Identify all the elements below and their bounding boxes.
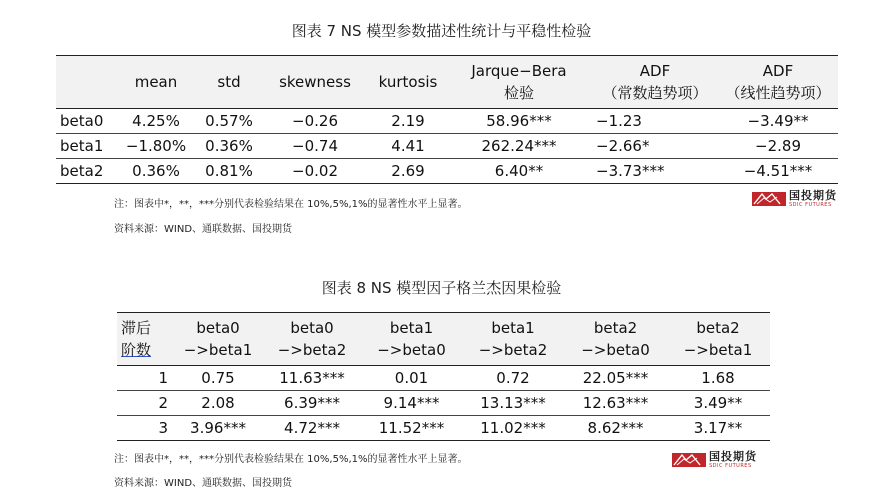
table-row <box>56 109 838 134</box>
table-cell: −0.26 <box>260 109 370 134</box>
table-cell: 3.17** <box>666 416 770 441</box>
table-cell: 9.14*** <box>362 391 461 416</box>
figure-8-caption: 图表 8 NS 模型因子格兰杰因果检验 <box>321 279 562 297</box>
logo-text: 国投期货 <box>789 189 837 202</box>
header-cell: std <box>217 73 241 91</box>
header-cell <box>56 56 114 109</box>
figure-7-source: 资料来源：WIND、通联数据、国投期货 <box>114 224 293 235</box>
header-cell: ADF （常数趋势项） <box>602 62 708 102</box>
table-cell: 12.63*** <box>565 391 666 416</box>
table-row <box>56 159 838 184</box>
table-row <box>56 134 838 159</box>
header-row <box>117 313 770 366</box>
table-cell: −2.66* <box>592 134 718 159</box>
table-cell: 6.40** <box>446 159 592 184</box>
table-row <box>117 366 770 391</box>
table-cell: 1.68 <box>666 366 770 391</box>
figure-8-note: 注：图表中*，**，***分别代表检验结果在 10%,5%,1%的显著性水平上显著。 <box>114 454 468 465</box>
granger-causality-table <box>117 312 770 441</box>
table-cell: 3.49** <box>666 391 770 416</box>
table-cell: −3.73*** <box>592 159 718 184</box>
row-label: beta1 <box>56 134 114 159</box>
table-cell: 4.72*** <box>262 416 362 441</box>
sdic-logo-icon <box>752 192 786 206</box>
figure-7-caption: 图表 7 NS 模型参数描述性统计与平稳性检验 <box>291 22 592 40</box>
table-cell: 6.39*** <box>262 391 362 416</box>
table-cell: 3.96*** <box>174 416 262 441</box>
sdic-logo-icon <box>672 453 706 467</box>
table-cell: −0.74 <box>260 134 370 159</box>
header-cell: mean <box>134 73 178 91</box>
table-cell: 11.63*** <box>262 366 362 391</box>
logo-text: 国投期货 <box>709 450 757 463</box>
header-cell: beta0 −>beta1 <box>183 319 253 359</box>
sdic-logo <box>672 451 757 469</box>
header-cell: skewness <box>279 73 351 91</box>
header-cell: ADF （线性趋势项） <box>725 62 831 102</box>
header-cell: beta2 −>beta1 <box>683 319 753 359</box>
lag-cell: 2 <box>117 391 174 416</box>
logo-subtext: SDIC FUTURES <box>789 202 832 208</box>
table-cell: −3.49** <box>718 109 838 134</box>
table-cell: 2.08 <box>174 391 262 416</box>
header-cell: beta1 −>beta0 <box>377 319 446 359</box>
sdic-logo <box>752 190 837 208</box>
table-cell: 0.75 <box>174 366 262 391</box>
table-cell: 2.19 <box>370 109 446 134</box>
table-cell: 0.36% <box>198 134 260 159</box>
descriptive-stats-table <box>56 55 838 184</box>
table-cell: 22.05*** <box>565 366 666 391</box>
table-cell: 0.57% <box>198 109 260 134</box>
header-cell: Jarque−Bera 检验 <box>471 62 567 102</box>
header-row <box>56 56 838 109</box>
table-cell: −0.02 <box>260 159 370 184</box>
table-row <box>117 391 770 416</box>
table-cell: 2.69 <box>370 159 446 184</box>
table-cell: 8.62*** <box>565 416 666 441</box>
header-cell: 滞后 阶数 <box>121 319 152 359</box>
table-cell: 0.36% <box>114 159 198 184</box>
table-cell: 58.96*** <box>446 109 592 134</box>
table-cell: −2.89 <box>718 134 838 159</box>
table-cell: 4.41 <box>370 134 446 159</box>
row-label: beta0 <box>56 109 114 134</box>
table-row <box>117 416 770 441</box>
lag-cell: 3 <box>117 416 174 441</box>
figure-8-source: 资料来源：WIND、通联数据、国投期货 <box>114 478 293 489</box>
lag-cell: 1 <box>117 366 174 391</box>
table-cell: 13.13*** <box>461 391 565 416</box>
table-cell: 11.02*** <box>461 416 565 441</box>
table-cell: 11.52*** <box>362 416 461 441</box>
table-cell: −4.51*** <box>718 159 838 184</box>
table-cell: −1.23 <box>592 109 718 134</box>
table-cell: 0.01 <box>362 366 461 391</box>
table-cell: 4.25% <box>114 109 198 134</box>
table-cell: 262.24*** <box>446 134 592 159</box>
header-cell: beta2 −>beta0 <box>581 319 650 359</box>
header-cell: beta1 −>beta2 <box>478 319 548 359</box>
table-cell: 0.81% <box>198 159 260 184</box>
row-label: beta2 <box>56 159 114 184</box>
header-cell: kurtosis <box>378 73 438 91</box>
table-cell: 0.72 <box>461 366 565 391</box>
figure-7-note: 注：图表中*，**，***分别代表检验结果在 10%,5%,1%的显著性水平上显著。 <box>114 199 468 210</box>
logo-subtext: SDIC FUTURES <box>709 463 752 469</box>
header-cell: beta0 −>beta2 <box>277 319 347 359</box>
table-cell: −1.80% <box>114 134 198 159</box>
